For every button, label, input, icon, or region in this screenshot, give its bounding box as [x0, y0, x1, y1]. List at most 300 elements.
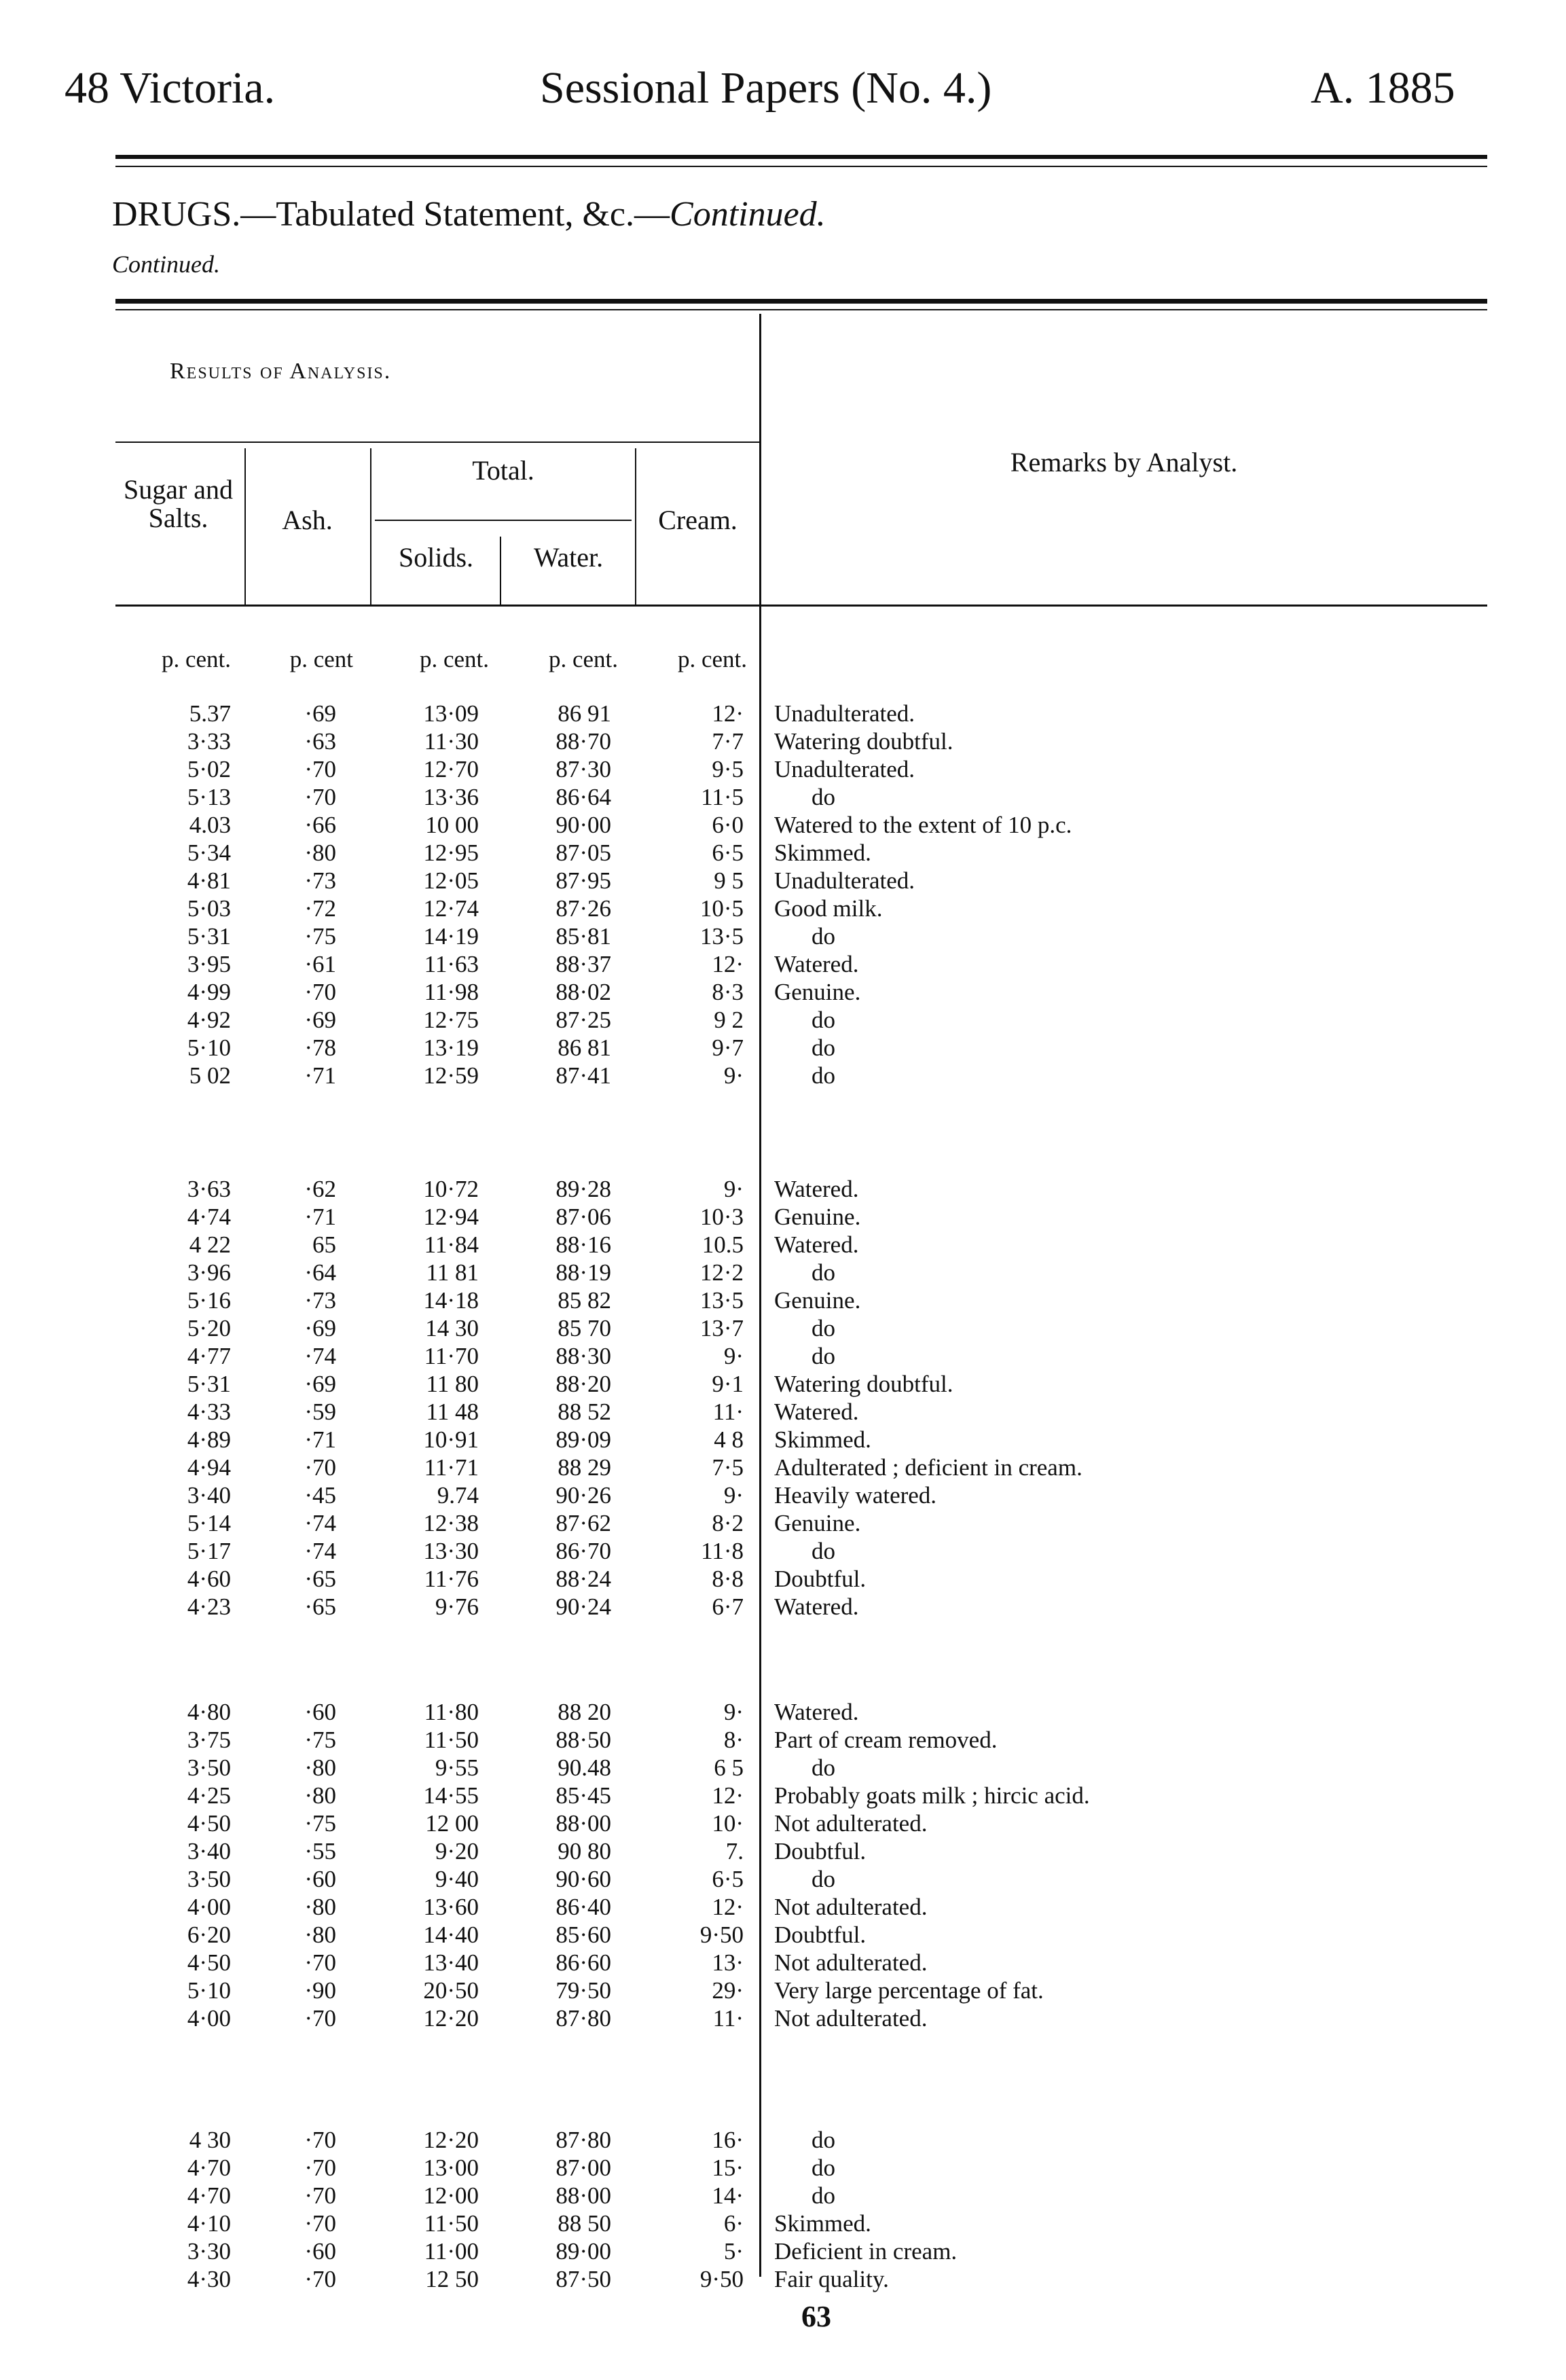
- ash-cell: ·74: [304, 1343, 336, 1369]
- solids-cell: 12·59: [423, 1062, 479, 1089]
- cream-cell: 11·8: [701, 1538, 744, 1564]
- col-sugar-heading: Sugar and Salts.: [123, 474, 234, 533]
- ash-cell: ·70: [304, 2182, 336, 2209]
- remark-cell: Fair quality.: [774, 2266, 889, 2292]
- unit-solids: p. cent.: [419, 646, 489, 672]
- col-water-heading: Water.: [533, 542, 604, 573]
- remark-cell: Genuine.: [774, 1510, 861, 1536]
- water-cell: 89·28: [556, 1176, 611, 1202]
- solids-cell: 13·09: [423, 700, 479, 727]
- cream-cell: 9·1: [712, 1371, 744, 1397]
- solids-cell: 12·75: [423, 1007, 479, 1033]
- sugar-cell: 3·63: [187, 1176, 231, 1202]
- remark-cell: Skimmed.: [774, 2210, 871, 2237]
- cream-cell: 13·: [712, 1949, 744, 1976]
- water-cell: 86·60: [556, 1949, 611, 1976]
- page-subtitle: Continued.: [112, 251, 220, 278]
- remark-cell: do: [812, 1062, 835, 1089]
- remark-cell: Doubtful.: [774, 1838, 867, 1864]
- solids-cell: 12 50: [425, 2266, 479, 2292]
- solids-cell: 11 80: [426, 1371, 479, 1397]
- solids-cell: 9.74: [437, 1482, 479, 1509]
- sugar-cell: 6·20: [187, 1922, 231, 1948]
- sugar-cell: 4·74: [187, 1204, 231, 1230]
- remark-cell: Watered to the extent of 10 p.c.: [774, 812, 1072, 838]
- solids-cell: 12·94: [423, 1204, 479, 1230]
- remark-cell: Watering doubtful.: [774, 728, 953, 755]
- results-underline: [115, 441, 759, 443]
- solids-cell: 11·80: [424, 1699, 479, 1725]
- solids-cell: 11·98: [424, 979, 479, 1005]
- water-cell: 88 29: [558, 1454, 611, 1481]
- remark-cell: Not adulterated.: [774, 1949, 928, 1976]
- water-cell: 88 50: [558, 2210, 611, 2237]
- ash-cell: ·80: [304, 1782, 336, 1809]
- remark-cell: Not adulterated.: [774, 1894, 928, 1920]
- remark-cell: Unadulterated.: [774, 700, 915, 727]
- cream-cell: 4 8: [714, 1426, 744, 1453]
- water-cell: 90 80: [558, 1838, 611, 1864]
- solids-cell: 11·71: [424, 1454, 479, 1481]
- sugar-cell: 4·00: [187, 1894, 231, 1920]
- water-cell: 90.48: [558, 1754, 611, 1781]
- ash-cell: ·75: [304, 1727, 336, 1753]
- water-cell: 88·24: [556, 1566, 611, 1592]
- water-cell: 86·40: [556, 1894, 611, 1920]
- cream-cell: 8·8: [712, 1566, 744, 1592]
- solids-cell: 12·70: [423, 756, 479, 782]
- ash-cell: ·73: [304, 1287, 336, 1314]
- ash-cell: ·90: [304, 1977, 336, 2004]
- sugar-cell: 4·99: [187, 979, 231, 1005]
- remark-cell: Watering doubtful.: [774, 1371, 953, 1397]
- cream-cell: 29·: [712, 1977, 744, 2004]
- sugar-cell: 4·50: [187, 1810, 231, 1837]
- ash-cell: ·66: [304, 812, 336, 838]
- col-remarks-heading: Remarks by Analyst.: [1010, 447, 1238, 477]
- remark-cell: do: [812, 1259, 835, 1286]
- solids-cell: 9·20: [435, 1838, 479, 1864]
- ash-cell: ·71: [304, 1204, 336, 1230]
- water-cell: 88·20: [556, 1371, 611, 1397]
- cream-cell: 10.5: [702, 1231, 744, 1258]
- header-bottom-rule: [115, 605, 1487, 607]
- unit-water: p. cent.: [548, 646, 618, 672]
- sugar-cell: 5·02: [187, 756, 231, 782]
- sugar-cell: 4·80: [187, 1699, 231, 1725]
- solids-cell: 14·40: [423, 1922, 479, 1948]
- solids-cell: 9·55: [435, 1754, 479, 1781]
- ash-cell: ·69: [304, 1315, 336, 1341]
- solids-cell: 12·00: [423, 2182, 479, 2209]
- ash-cell: ·70: [304, 2210, 336, 2237]
- total-underline: [375, 520, 632, 521]
- sugar-cell: 5·31: [187, 923, 231, 950]
- water-cell: 87·62: [556, 1510, 611, 1536]
- sugar-cell: 4·30: [187, 2266, 231, 2292]
- ash-cell: ·73: [304, 867, 336, 894]
- cream-cell: 9·50: [699, 2266, 744, 2292]
- sugar-cell: 5·34: [187, 840, 231, 866]
- header-rule-thin: [115, 166, 1487, 167]
- cream-cell: 8·3: [712, 979, 744, 1005]
- ash-cell: ·80: [304, 1922, 336, 1948]
- cream-cell: 5·: [723, 2238, 744, 2265]
- sugar-cell: 3·50: [187, 1866, 231, 1892]
- water-cell: 88·30: [556, 1343, 611, 1369]
- sugar-cell: 4.03: [189, 812, 231, 838]
- remark-cell: do: [812, 2127, 835, 2153]
- ash-cell: ·75: [304, 923, 336, 950]
- water-cell: 86 91: [558, 700, 611, 727]
- cream-cell: 9·7: [712, 1034, 744, 1061]
- remark-cell: Watered.: [774, 951, 859, 977]
- sugar-cell: 4·94: [187, 1454, 231, 1481]
- water-cell: 86·64: [556, 784, 611, 810]
- sugar-cell: 4·23: [187, 1593, 231, 1620]
- ash-cell: ·45: [304, 1482, 336, 1509]
- remark-cell: Watered.: [774, 1593, 859, 1620]
- ash-cell: ·62: [304, 1176, 336, 1202]
- cream-cell: 9·50: [699, 1922, 744, 1948]
- water-cell: 86 81: [558, 1034, 611, 1061]
- solids-cell: 13·19: [423, 1034, 479, 1061]
- solids-cell: 11·30: [424, 728, 479, 755]
- water-cell: 90·00: [556, 812, 611, 838]
- water-cell: 85 82: [558, 1287, 611, 1314]
- water-cell: 88·00: [556, 1810, 611, 1837]
- sugar-cell: 5·10: [187, 1034, 231, 1061]
- remark-cell: do: [812, 2182, 835, 2209]
- cream-cell: 12·: [712, 1782, 744, 1809]
- cream-cell: 9 2: [714, 1007, 744, 1033]
- solids-cell: 12·38: [423, 1510, 479, 1536]
- sugar-cell: 4·00: [187, 2005, 231, 2032]
- water-cell: 87·06: [556, 1204, 611, 1230]
- water-cell: 88 20: [558, 1699, 611, 1725]
- cream-cell: 11·: [712, 1399, 744, 1425]
- cream-cell: 13·7: [699, 1315, 744, 1341]
- sugar-cell: 5·13: [187, 784, 231, 810]
- solids-cell: 13·00: [423, 2154, 479, 2181]
- cream-cell: 9·: [723, 1062, 744, 1089]
- remark-cell: Part of cream removed.: [774, 1727, 998, 1753]
- sugar-cell: 5·16: [187, 1287, 231, 1314]
- ash-cell: ·63: [304, 728, 336, 755]
- cream-cell: 12·: [712, 700, 744, 727]
- cream-cell: 12·2: [699, 1259, 744, 1286]
- cream-cell: 6·0: [712, 812, 744, 838]
- remark-cell: Deficient in cream.: [774, 2238, 958, 2265]
- solids-cell: 12 00: [425, 1810, 479, 1837]
- col-solids-heading: Solids.: [398, 542, 474, 573]
- remark-cell: Unadulterated.: [774, 756, 915, 782]
- col-total-heading: Total.: [472, 455, 534, 486]
- water-cell: 87·80: [556, 2005, 611, 2032]
- cream-cell: 14·: [712, 2182, 744, 2209]
- sugar-cell: 5.37: [189, 700, 231, 727]
- water-cell: 87·50: [556, 2266, 611, 2292]
- cream-cell: 8·: [723, 1727, 744, 1753]
- ash-cell: ·75: [304, 1810, 336, 1837]
- water-cell: 87·25: [556, 1007, 611, 1033]
- water-cell: 87·41: [556, 1062, 611, 1089]
- ash-cell: ·70: [304, 979, 336, 1005]
- cream-cell: 9 5: [714, 867, 744, 894]
- cream-cell: 13·5: [699, 1287, 744, 1314]
- unit-ash: p. cent: [289, 646, 353, 672]
- solids-cell: 13·36: [423, 784, 479, 810]
- solids-cell: 12·05: [423, 867, 479, 894]
- ash-cell: ·70: [304, 2127, 336, 2153]
- remark-cell: do: [812, 1866, 835, 1892]
- remark-cell: Watered.: [774, 1399, 859, 1425]
- remark-cell: Unadulterated.: [774, 867, 915, 894]
- sugar-cell: 4·89: [187, 1426, 231, 1453]
- sugar-cell: 4·25: [187, 1782, 231, 1809]
- title-main: DRUGS.—Tabulated Statement, &c.—: [112, 195, 670, 234]
- remark-cell: Doubtful.: [774, 1566, 867, 1592]
- remark-cell: Genuine.: [774, 979, 861, 1005]
- ash-cell: ·55: [304, 1838, 336, 1864]
- sugar-cell: 5·17: [187, 1538, 231, 1564]
- cream-cell: 6·7: [712, 1593, 744, 1620]
- remark-cell: Watered.: [774, 1699, 859, 1725]
- water-cell: 89·09: [556, 1426, 611, 1453]
- ash-cell: ·69: [304, 1371, 336, 1397]
- remark-cell: Watered.: [774, 1176, 859, 1202]
- page-title: [112, 194, 826, 234]
- cream-cell: 7·5: [712, 1454, 744, 1481]
- water-cell: 88·02: [556, 979, 611, 1005]
- cream-cell: 6·5: [712, 1866, 744, 1892]
- cream-cell: 9·: [723, 1343, 744, 1369]
- cream-cell: 11·: [712, 2005, 744, 2032]
- water-cell: 85·81: [556, 923, 611, 950]
- solids-cell: 10·72: [423, 1176, 479, 1202]
- col-cream-heading: Cream.: [658, 505, 738, 535]
- col-sep-2: [370, 448, 371, 605]
- cream-cell: 12·: [712, 1894, 744, 1920]
- ash-cell: ·69: [304, 1007, 336, 1033]
- cream-cell: 15·: [712, 2154, 744, 2181]
- sugar-cell: 3·96: [187, 1259, 231, 1286]
- ash-cell: ·60: [304, 2238, 336, 2265]
- water-cell: 88·50: [556, 1727, 611, 1753]
- solids-cell: 11·50: [424, 2210, 479, 2237]
- cream-cell: 8·2: [712, 1510, 744, 1536]
- water-cell: 79·50: [556, 1977, 611, 2004]
- col-ash-heading: Ash.: [282, 505, 333, 535]
- remark-cell: Very large percentage of fat.: [774, 1977, 1044, 2004]
- sugar-cell: 5·31: [187, 1371, 231, 1397]
- cream-cell: 10·3: [699, 1204, 744, 1230]
- remark-cell: Skimmed.: [774, 840, 871, 866]
- sugar-cell: 5·10: [187, 1977, 231, 2004]
- ash-cell: ·78: [304, 1034, 336, 1061]
- cream-cell: 7·7: [712, 728, 744, 755]
- cream-cell: 9·5: [712, 756, 744, 782]
- ash-cell: ·71: [304, 1062, 336, 1089]
- cream-cell: 12·: [712, 951, 744, 977]
- ash-cell: ·61: [304, 951, 336, 977]
- water-cell: 85 70: [558, 1315, 611, 1341]
- remark-cell: do: [812, 1754, 835, 1781]
- water-cell: 87·80: [556, 2127, 611, 2153]
- remark-cell: Genuine.: [774, 1204, 861, 1230]
- sugar-cell: 4·10: [187, 2210, 231, 2237]
- cream-cell: 6·: [723, 2210, 744, 2237]
- water-cell: 87·26: [556, 895, 611, 922]
- water-cell: 85·45: [556, 1782, 611, 1809]
- water-cell: 87·00: [556, 2154, 611, 2181]
- remark-cell: Genuine.: [774, 1287, 861, 1314]
- ash-cell: ·71: [304, 1426, 336, 1453]
- water-cell: 90·24: [556, 1593, 611, 1620]
- ash-cell: ·70: [304, 756, 336, 782]
- solids-cell: 11·70: [424, 1343, 479, 1369]
- sugar-cell: 3·33: [187, 728, 231, 755]
- remark-cell: Not adulterated.: [774, 1810, 928, 1837]
- header-year: A. 1885: [1311, 63, 1455, 113]
- sugar-cell: 4·81: [187, 867, 231, 894]
- remark-cell: do: [812, 1343, 835, 1369]
- ash-cell: ·72: [304, 895, 336, 922]
- water-cell: 88 52: [558, 1399, 611, 1425]
- remark-cell: do: [812, 2154, 835, 2181]
- remarks-divider: [759, 314, 761, 2277]
- cream-cell: 11·5: [701, 784, 744, 810]
- solids-cell: 13·30: [423, 1538, 479, 1564]
- solids-cell: 14·19: [423, 923, 479, 950]
- water-cell: 87·05: [556, 840, 611, 866]
- ash-cell: ·65: [304, 1566, 336, 1592]
- remark-cell: Heavily watered.: [774, 1482, 937, 1509]
- remark-cell: do: [812, 1007, 835, 1033]
- title-rule-thin: [115, 309, 1487, 310]
- solids-cell: 10·91: [423, 1426, 479, 1453]
- solids-cell: 14·55: [423, 1782, 479, 1809]
- sugar-cell: 4·33: [187, 1399, 231, 1425]
- solids-cell: 13·60: [423, 1894, 479, 1920]
- cream-cell: 6·5: [712, 840, 744, 866]
- solids-cell: 11·84: [424, 1231, 479, 1258]
- remark-cell: do: [812, 784, 835, 810]
- remark-cell: Good milk.: [774, 895, 883, 922]
- sugar-cell: 5·20: [187, 1315, 231, 1341]
- remark-cell: Skimmed.: [774, 1426, 871, 1453]
- sugar-cell: 3·95: [187, 951, 231, 977]
- remark-cell: Not adulterated.: [774, 2005, 928, 2032]
- col-sep-3: [500, 537, 501, 605]
- ash-cell: ·70: [304, 784, 336, 810]
- solids-cell: 11 81: [426, 1259, 479, 1286]
- solids-cell: 9·40: [435, 1866, 479, 1892]
- solids-cell: 11·50: [424, 1727, 479, 1753]
- sugar-cell: 4·70: [187, 2154, 231, 2181]
- remark-cell: do: [812, 1034, 835, 1061]
- ash-cell: ·69: [304, 700, 336, 727]
- ash-cell: ·74: [304, 1538, 336, 1564]
- water-cell: 88·16: [556, 1231, 611, 1258]
- solids-cell: 11·00: [424, 2238, 479, 2265]
- sugar-cell: 4·70: [187, 2182, 231, 2209]
- ash-cell: ·60: [304, 1866, 336, 1892]
- cream-cell: 7.: [725, 1838, 744, 1864]
- ash-cell: ·80: [304, 1754, 336, 1781]
- remark-cell: Probably goats milk ; hircic acid.: [774, 1782, 1090, 1809]
- results-section-title: Results of Analysis.: [170, 359, 392, 384]
- ash-cell: ·70: [304, 2154, 336, 2181]
- solids-cell: 11·76: [424, 1566, 479, 1592]
- sugar-cell: 3·40: [187, 1838, 231, 1864]
- ash-cell: 65: [312, 1231, 336, 1258]
- solids-cell: 10 00: [425, 812, 479, 838]
- sugar-cell: 5 02: [189, 1062, 231, 1089]
- water-cell: 90·60: [556, 1866, 611, 1892]
- water-cell: 88·70: [556, 728, 611, 755]
- ash-cell: ·60: [304, 1699, 336, 1725]
- ash-cell: ·80: [304, 1894, 336, 1920]
- solids-cell: 13·40: [423, 1949, 479, 1976]
- remark-cell: Doubtful.: [774, 1922, 867, 1948]
- solids-cell: 12·20: [423, 2127, 479, 2153]
- col-sep-1: [244, 448, 246, 605]
- water-cell: 88·00: [556, 2182, 611, 2209]
- water-cell: 87·95: [556, 867, 611, 894]
- water-cell: 90·26: [556, 1482, 611, 1509]
- ash-cell: ·70: [304, 2005, 336, 2032]
- cream-cell: 9·: [723, 1699, 744, 1725]
- sugar-cell: 4·60: [187, 1566, 231, 1592]
- sugar-cell: 4 30: [189, 2127, 231, 2153]
- cream-cell: 10·: [712, 1810, 744, 1837]
- water-cell: 88·37: [556, 951, 611, 977]
- solids-cell: 12·20: [423, 2005, 479, 2032]
- ash-cell: ·70: [304, 1454, 336, 1481]
- sugar-cell: 3·50: [187, 1754, 231, 1781]
- sugar-cell: 4·77: [187, 1343, 231, 1369]
- water-cell: 88·19: [556, 1259, 611, 1286]
- solids-cell: 12·74: [423, 895, 479, 922]
- sugar-cell: 5·03: [187, 895, 231, 922]
- header-series: Sessional Papers (No. 4.): [540, 63, 992, 113]
- sugar-cell: 3·40: [187, 1482, 231, 1509]
- remark-cell: do: [812, 1538, 835, 1564]
- title-italic: Continued.: [670, 195, 826, 234]
- sugar-cell: 5·14: [187, 1510, 231, 1536]
- remark-cell: do: [812, 923, 835, 950]
- sugar-cell: 4 22: [189, 1231, 231, 1258]
- remark-cell: do: [812, 1315, 835, 1341]
- solids-cell: 9·76: [435, 1593, 479, 1620]
- cream-cell: 9·: [723, 1482, 744, 1509]
- sugar-cell: 3·30: [187, 2238, 231, 2265]
- cream-cell: 16·: [712, 2127, 744, 2153]
- title-rule-thick: [115, 299, 1487, 304]
- ash-cell: ·59: [304, 1399, 336, 1425]
- ash-cell: ·65: [304, 1593, 336, 1620]
- sugar-cell: 4·92: [187, 1007, 231, 1033]
- solids-cell: 12·95: [423, 840, 479, 866]
- water-cell: 86·70: [556, 1538, 611, 1564]
- solids-cell: 20·50: [423, 1977, 479, 2004]
- water-cell: 87·30: [556, 756, 611, 782]
- cream-cell: 13·5: [699, 923, 744, 950]
- sugar-cell: 4·50: [187, 1949, 231, 1976]
- cream-cell: 6 5: [714, 1754, 744, 1781]
- ash-cell: ·64: [304, 1259, 336, 1286]
